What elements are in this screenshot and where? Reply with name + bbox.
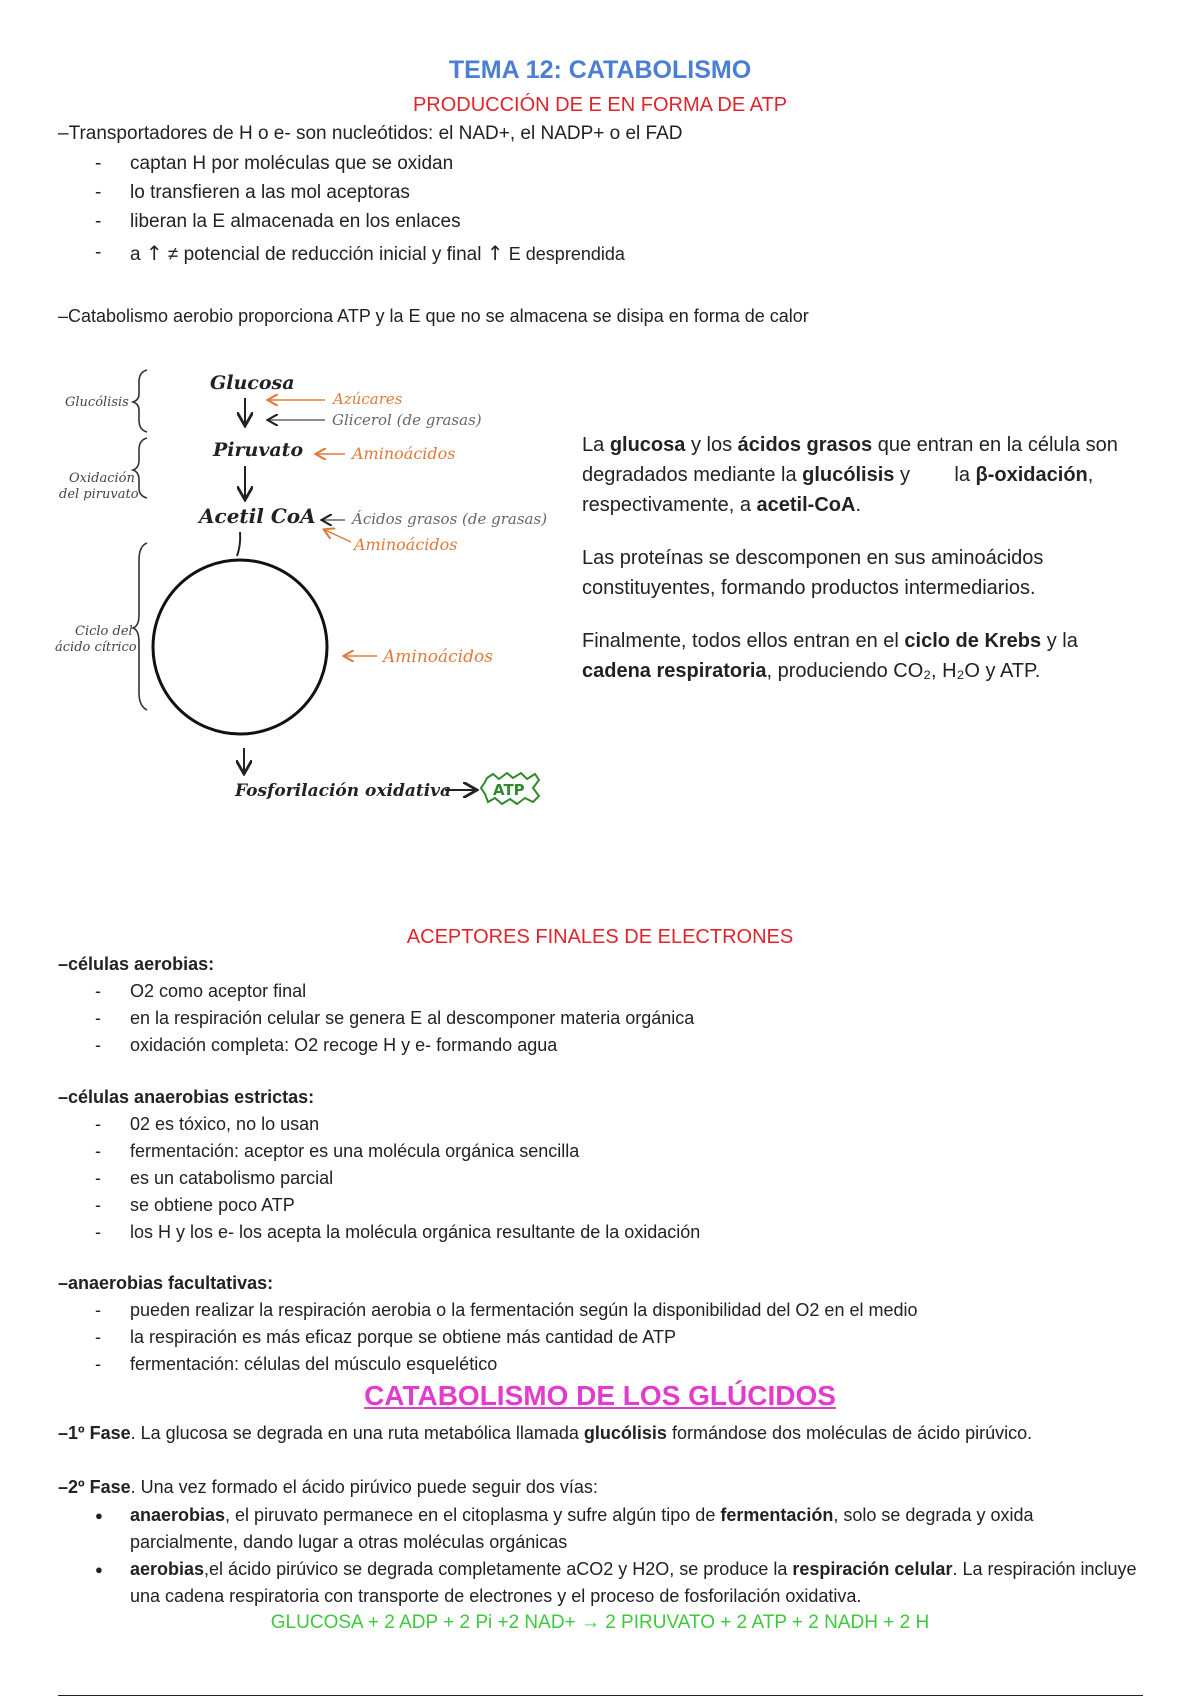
node-atp: ATP [493,781,525,799]
anaerobias-list [95,1111,700,1246]
input-azucares: Azúcares [333,390,403,408]
list-item: - captan H por moléculas que se oxidan [95,149,625,178]
explanation-paragraph-1: La glucosa y los ácidos grasos que entran en la célula son degradados mediante la glucólisis y la β-oxidación, respectivamente, a acetil-CoA. [582,434,1118,516]
list-item: ● anaerobias, el piruvato permanece en el citoplasma y sufre algún tipo de fermentación, solo se degrada y oxida parcialmente, dando lugar a otras moléculas orgánicas [95,1502,1145,1556]
input-aminoacidos-1: Aminoácidos [352,444,456,463]
list-item: - los H y los e- los acepta la molécula orgánica resultante de la oxidación [95,1219,700,1246]
glucidos-title: CATABOLISMO DE LOS GLÚCIDOS [364,1380,836,1411]
input-aminoacidos-2: Aminoácidos [354,535,458,554]
transportadores-list [95,149,625,272]
aceptores-title: ACEPTORES FINALES DE ELECTRONES [406,926,794,948]
aerobias-heading: –células aerobias: [58,954,215,974]
list-item: - fermentación: aceptor es una molécula orgánica sencilla [95,1138,700,1165]
list-item: - liberan la E almacenada en los enlaces [95,207,625,236]
list-item: - O2 como aceptor final [95,978,694,1005]
connector-acetil-cycle [237,532,240,556]
krebs-cycle-circle [153,560,327,734]
label-glucolisis: Glucólisis [65,395,129,410]
catabolism-diagram [55,360,565,845]
brace-glucolisis [133,370,147,432]
glucolisis-equation: GLUCOSA + 2 ADP + 2 Pi +2 NAD+ → 2 PIRUVATO + 2 ATP + 2 NADH + 2 H [270,1612,930,1633]
transportadores-intro: –Transportadores de H o e- son nucleótidos: el NAD+, el NADP+ o el FAD [58,123,683,144]
list-item: - lo transfieren a las mol aceptoras [95,178,625,207]
arrow-aminoacidos-2 [325,530,351,542]
facultativas-heading: –anaerobias facultativas: [58,1273,274,1293]
page-subtitle: PRODUCCIÓN DE E EN FORMA DE ATP [412,94,788,116]
aerobias-list [95,978,694,1059]
list-item [95,236,625,272]
explanation-paragraph-3: Finalmente, todos ellos entran en el ciclo de Krebs y la cadena respiratoria, produciendo CO₂, H₂O y ATP. [582,630,1078,682]
potential-mid: ≠ potencial de reducción inicial y final [167,244,482,265]
explanation-paragraph-2: Las proteínas se descomponen en sus aminoácidos constituyentes, formando productos intermediarios. [582,547,1044,599]
potential-a: a [130,244,141,265]
arrow-up-icon: ↑ [486,241,504,265]
arrow-up-icon: ↑ [145,241,163,265]
list-item: - pueden realizar la respiración aerobia o la fermentación según la disponibilidad del O2 en el medio [95,1297,918,1324]
node-acetil-coa: Acetil CoA [199,504,316,528]
list-item: ● aerobias,el ácido pirúvico se degrada completamente aCO2 y H2O, se produce la respiración celular. La respiración incluye una cadena respiratoria con transporte de electrones y el proceso de fosforilación oxidativa. [95,1556,1145,1610]
list-item: - oxidación completa: O2 recoge H y e- formando agua [95,1032,694,1059]
facultativas-list [95,1297,918,1378]
label-oxidacion-2: del piruvato [59,487,139,502]
list-item: - fermentación: células del músculo esquelético [95,1351,918,1378]
input-aminoacidos-3: Aminoácidos [383,647,493,667]
fase-1: –1º Fase. La glucosa se degrada en una ruta metabólica llamada glucólisis formándose dos moléculas de ácido pirúvico. [58,1423,1033,1443]
anaerobias-heading: –células anaerobias estrictas: [58,1087,315,1107]
brace-ciclo [133,543,147,710]
diagram-explanation [582,430,1142,709]
aerobio-line: –Catabolismo aerobio proporciona ATP y la E que no se almacena se disipa en forma de calor [58,306,809,326]
list-item: - en la respiración celular se genera E al descomponer materia orgánica [95,1005,694,1032]
potential-end: E desprendida [508,244,625,264]
input-acidos-grasos: Ácidos grasos (de grasas) [352,510,548,528]
list-item: - 02 es tóxico, no lo usan [95,1111,700,1138]
divider [58,1695,1143,1696]
label-ciclo-2: ácido cítrico [55,640,137,655]
page-title: TEMA 12: CATABOLISMO [448,56,752,84]
node-glucosa: Glucosa [210,372,295,394]
input-glicerol: Glicerol (de grasas) [332,411,482,429]
vias-list [95,1502,1145,1610]
label-oxidacion-1: Oxidación [69,471,135,486]
list-item: - se obtiene poco ATP [95,1192,700,1219]
fase-2: –2º Fase. Una vez formado el ácido pirúvico puede seguir dos vías: [58,1477,598,1497]
list-item: - es un catabolismo parcial [95,1165,700,1192]
node-fosforilacion: Fosforilación oxidativa [235,781,452,801]
label-ciclo-1: Ciclo del [75,624,133,639]
node-piruvato: Piruvato [213,439,304,461]
list-item: - la respiración es más eficaz porque se obtiene más cantidad de ATP [95,1324,918,1351]
